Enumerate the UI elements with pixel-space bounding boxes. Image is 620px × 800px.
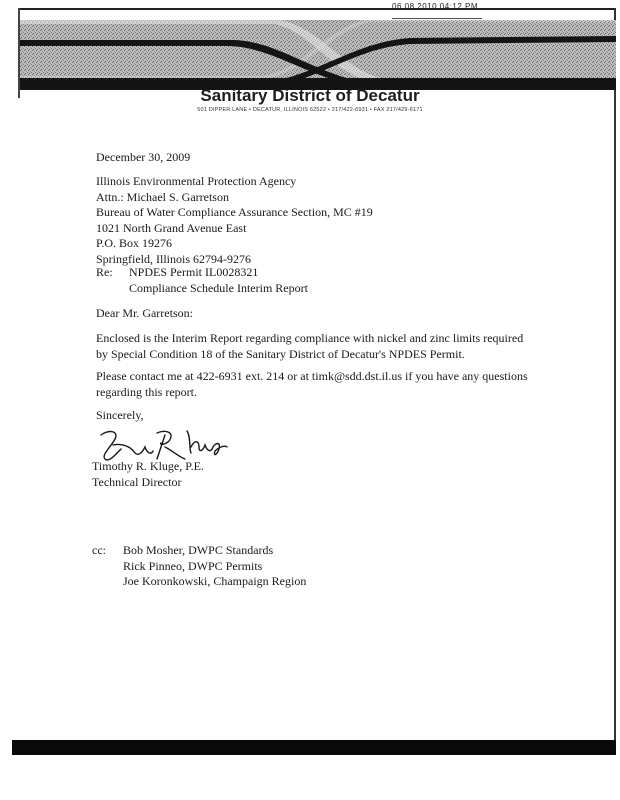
scan-border-right xyxy=(614,8,616,743)
re-label: Re: xyxy=(96,265,113,279)
scan-border-top xyxy=(20,8,616,10)
recipient-line: P.O. Box 19276 xyxy=(96,236,173,250)
recipient-address xyxy=(96,174,373,267)
cc-recipient: Joe Koronkowski, Champaign Region xyxy=(123,574,307,588)
fax-stamp: 06 08 2010 04:12 PM xyxy=(392,2,482,19)
paragraph-line: regarding this report. xyxy=(96,384,197,399)
re-line: Compliance Schedule Interim Report xyxy=(129,280,308,295)
cc-label: cc: xyxy=(92,543,106,557)
body-paragraph-1 xyxy=(96,331,523,362)
body-paragraph-2 xyxy=(96,369,528,400)
re-subject xyxy=(129,265,308,296)
salutation: Dear Mr. Garretson: xyxy=(96,306,193,320)
recipient-line: Bureau of Water Compliance Assurance Section, MC #19 xyxy=(96,205,373,219)
cc-recipient: Rick Pinneo, DWPC Permits xyxy=(123,558,263,573)
paragraph-line: by Special Condition 18 of the Sanitary District of Decatur's NPDES Permit. xyxy=(96,346,465,361)
recipient-line: Attn.: Michael S. Garretson xyxy=(96,189,229,204)
re-line: NPDES Permit IL0028321 xyxy=(129,265,259,279)
recipient-line: Springfield, Illinois 62794-9276 xyxy=(96,251,251,266)
letterhead-band-logo xyxy=(20,18,616,90)
letter-date: December 30, 2009 xyxy=(96,150,191,164)
recipient-line: Illinois Environmental Protection Agency xyxy=(96,174,297,188)
signer-block xyxy=(92,459,204,490)
paragraph-line: Please contact me at 422-6931 ext. 214 or at timk@sdd.dst.il.us if you have any questions xyxy=(96,369,528,383)
recipient-line: 1021 North Grand Avenue East xyxy=(96,220,247,235)
paragraph-line: Enclosed is the Interim Report regarding compliance with nickel and zinc limits required xyxy=(96,331,524,345)
cc-recipients xyxy=(123,543,306,590)
organization-address: 501 DIPPER LANE • DECATUR, ILLINOIS 62522 • 217/422-6931 • FAX 217/429-6171 xyxy=(197,107,423,113)
signer-name: Timothy R. Kluge, P.E. xyxy=(92,459,204,473)
scan-footer-bar xyxy=(12,740,616,755)
signer-title: Technical Director xyxy=(92,474,182,489)
closing: Sincerely, xyxy=(96,408,144,422)
cc-recipient: Bob Mosher, DWPC Standards xyxy=(123,543,274,557)
organization-name: Sanitary District of Decatur xyxy=(200,86,420,105)
